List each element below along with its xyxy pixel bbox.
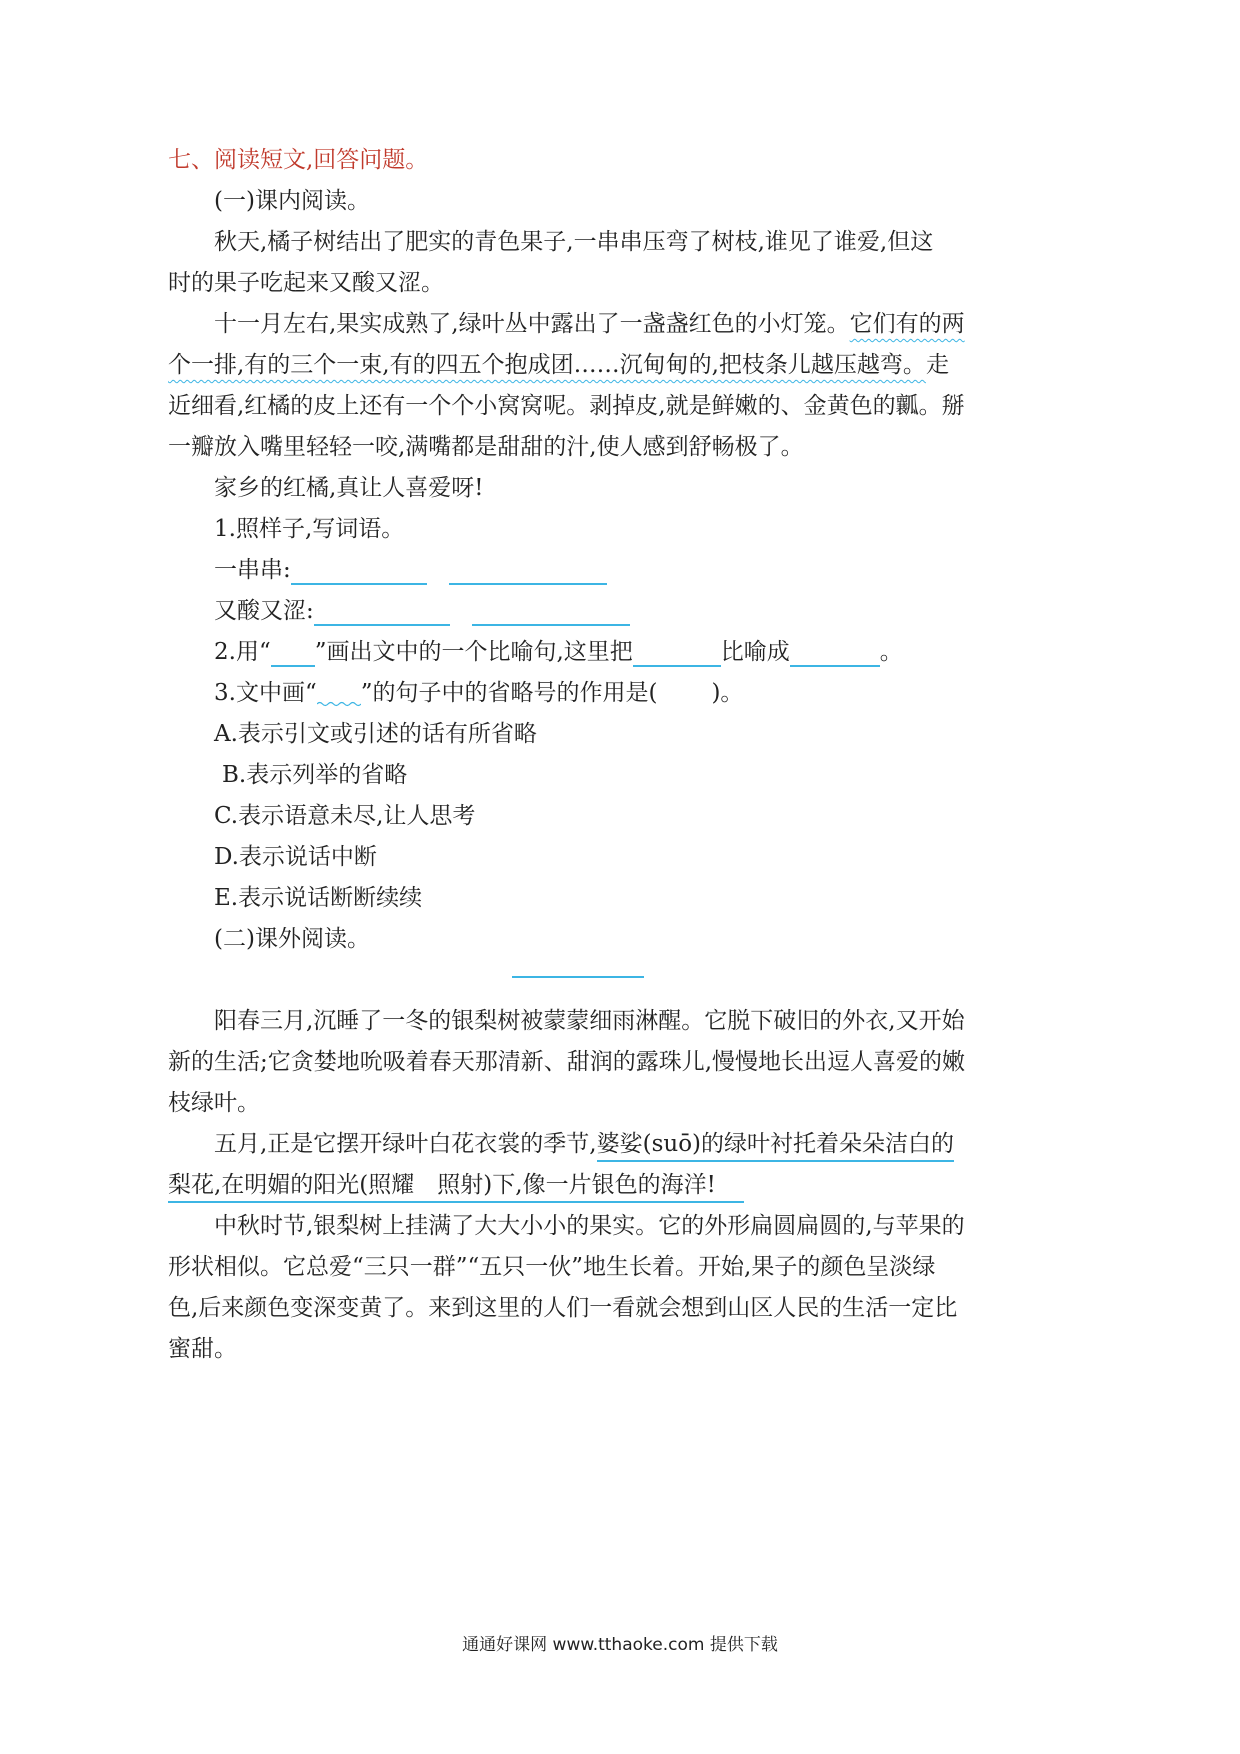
part2-paragraph1-line1: 阳春三月,沉睡了一冬的银梨树被蒙蒙细雨淋醒。它脱下破旧的外衣,又开始	[214, 1008, 965, 1034]
q3-pre: 3.文中画“	[214, 680, 317, 706]
part2-paragraph1-line2: 新的生活;它贪婪地吮吸着春天那清新、甜润的露珠儿,慢慢地长出逗人喜爱的嫩	[168, 1049, 966, 1075]
q2-pre: 2.用“	[214, 639, 271, 665]
q3-mid: ”的句子中的省略号的作用是(	[360, 680, 658, 706]
part2-paragraph1-line3: 枝绿叶。	[168, 1090, 260, 1116]
q3-row	[214, 678, 1240, 708]
q3-wavy-sample	[317, 678, 361, 708]
q3-option-d: D.表示说话中断	[214, 844, 377, 870]
part2-paragraph2-line2	[168, 1170, 1240, 1200]
part2-paragraph3-line1: 中秋时节,银梨树上挂满了大大小小的果实。它的外形扁圆扁圆的,与苹果的	[214, 1213, 965, 1239]
p2b-line2-underlined: 梨花,在明媚的阳光(照耀 照射)下,像一片银色的海洋!	[168, 1172, 744, 1203]
p2-line2-wavy: 个一排,有的三个一束,有的四五个抱成团……沉甸甸的,把枝条儿越压越弯。	[168, 352, 926, 378]
p2-line2-plain: 走	[925, 352, 949, 378]
part1-paragraph2-line2	[168, 350, 1240, 380]
part2-paragraph2-line1	[214, 1129, 1240, 1159]
q1-a-blank-1[interactable]	[291, 561, 427, 585]
q1-b-blank-1[interactable]	[314, 602, 450, 626]
part1-paragraph2-line3: 近细看,红橘的皮上还有一个个小窝窝呢。剥掉皮,就是鲜嫩的、金黄色的瓤。掰	[168, 393, 965, 419]
title-blank[interactable]	[512, 976, 644, 978]
part1-paragraph2-line4: 一瓣放入嘴里轻轻一咬,满嘴都是甜甜的汁,使人感到舒畅极了。	[168, 434, 804, 460]
q1-row-b	[214, 596, 1240, 626]
footer-credit: 通通好课网 www.tthaoke.com 提供下载	[462, 1635, 778, 1655]
section-title: 七、阅读短文,回答问题。	[168, 147, 429, 173]
part1-paragraph2-line1	[214, 309, 1240, 339]
p2-line1-wavy: 它们有的两	[849, 311, 965, 337]
q3-option-e: E.表示说话断断续续	[214, 885, 423, 911]
q1-a-label: 一串串:	[214, 557, 291, 583]
q1-b-label: 又酸又涩:	[214, 598, 314, 624]
part2-paragraph3-line3: 色,后来颜色变深变黄了。来到这里的人们一看就会想到山区人民的生活一定比	[168, 1295, 958, 1321]
part1-paragraph1-line2: 时的果子吃起来又酸又涩。	[168, 270, 444, 296]
q1-a-blank-2[interactable]	[449, 561, 607, 585]
q3-option-b: B.表示列举的省略	[222, 762, 408, 788]
q3-option-a: A.表示引文或引述的话有所省略	[214, 721, 537, 747]
q2-row	[214, 637, 1240, 667]
q2-end: 。	[879, 639, 903, 665]
part2-paragraph3-line4: 蜜甜。	[168, 1336, 237, 1362]
part2-heading: (二)课外阅读。	[214, 926, 370, 952]
q3-option-c: C.表示语意未尽,让人思考	[214, 803, 476, 829]
q3-end: )。	[711, 680, 744, 706]
q1-row-a	[214, 555, 1240, 585]
q2-blank-1[interactable]	[633, 643, 721, 667]
q1-b-blank-2[interactable]	[472, 602, 630, 626]
q2-mark-sample	[271, 643, 315, 667]
p2-line1-plain: 十一月左右,果实成熟了,绿叶丛中露出了一盏盏红色的小灯笼。	[214, 311, 850, 337]
q2-mid1: ”画出文中的一个比喻句,这里把	[314, 639, 633, 665]
part1-paragraph3: 家乡的红橘,真让人喜爱呀!	[214, 475, 484, 501]
q2-mid2: 比喻成	[720, 639, 790, 665]
part1-heading: (一)课内阅读。	[214, 188, 370, 214]
q2-blank-2[interactable]	[790, 643, 880, 667]
q1-title: 1.照样子,写词语。	[214, 516, 405, 542]
p2b-line1-plain: 五月,正是它摆开绿叶白花衣裳的季节,	[214, 1131, 597, 1157]
part2-paragraph3-line2: 形状相似。它总爱“三只一群”“五只一伙”地生长着。开始,果子的颜色呈淡绿	[168, 1254, 936, 1280]
p2b-line1-underlined: 婆娑(suō)的绿叶衬托着朵朵洁白的	[597, 1131, 954, 1162]
part1-paragraph1-line1: 秋天,橘子树结出了肥实的青色果子,一串串压弯了树枝,谁见了谁爱,但这	[214, 229, 934, 255]
